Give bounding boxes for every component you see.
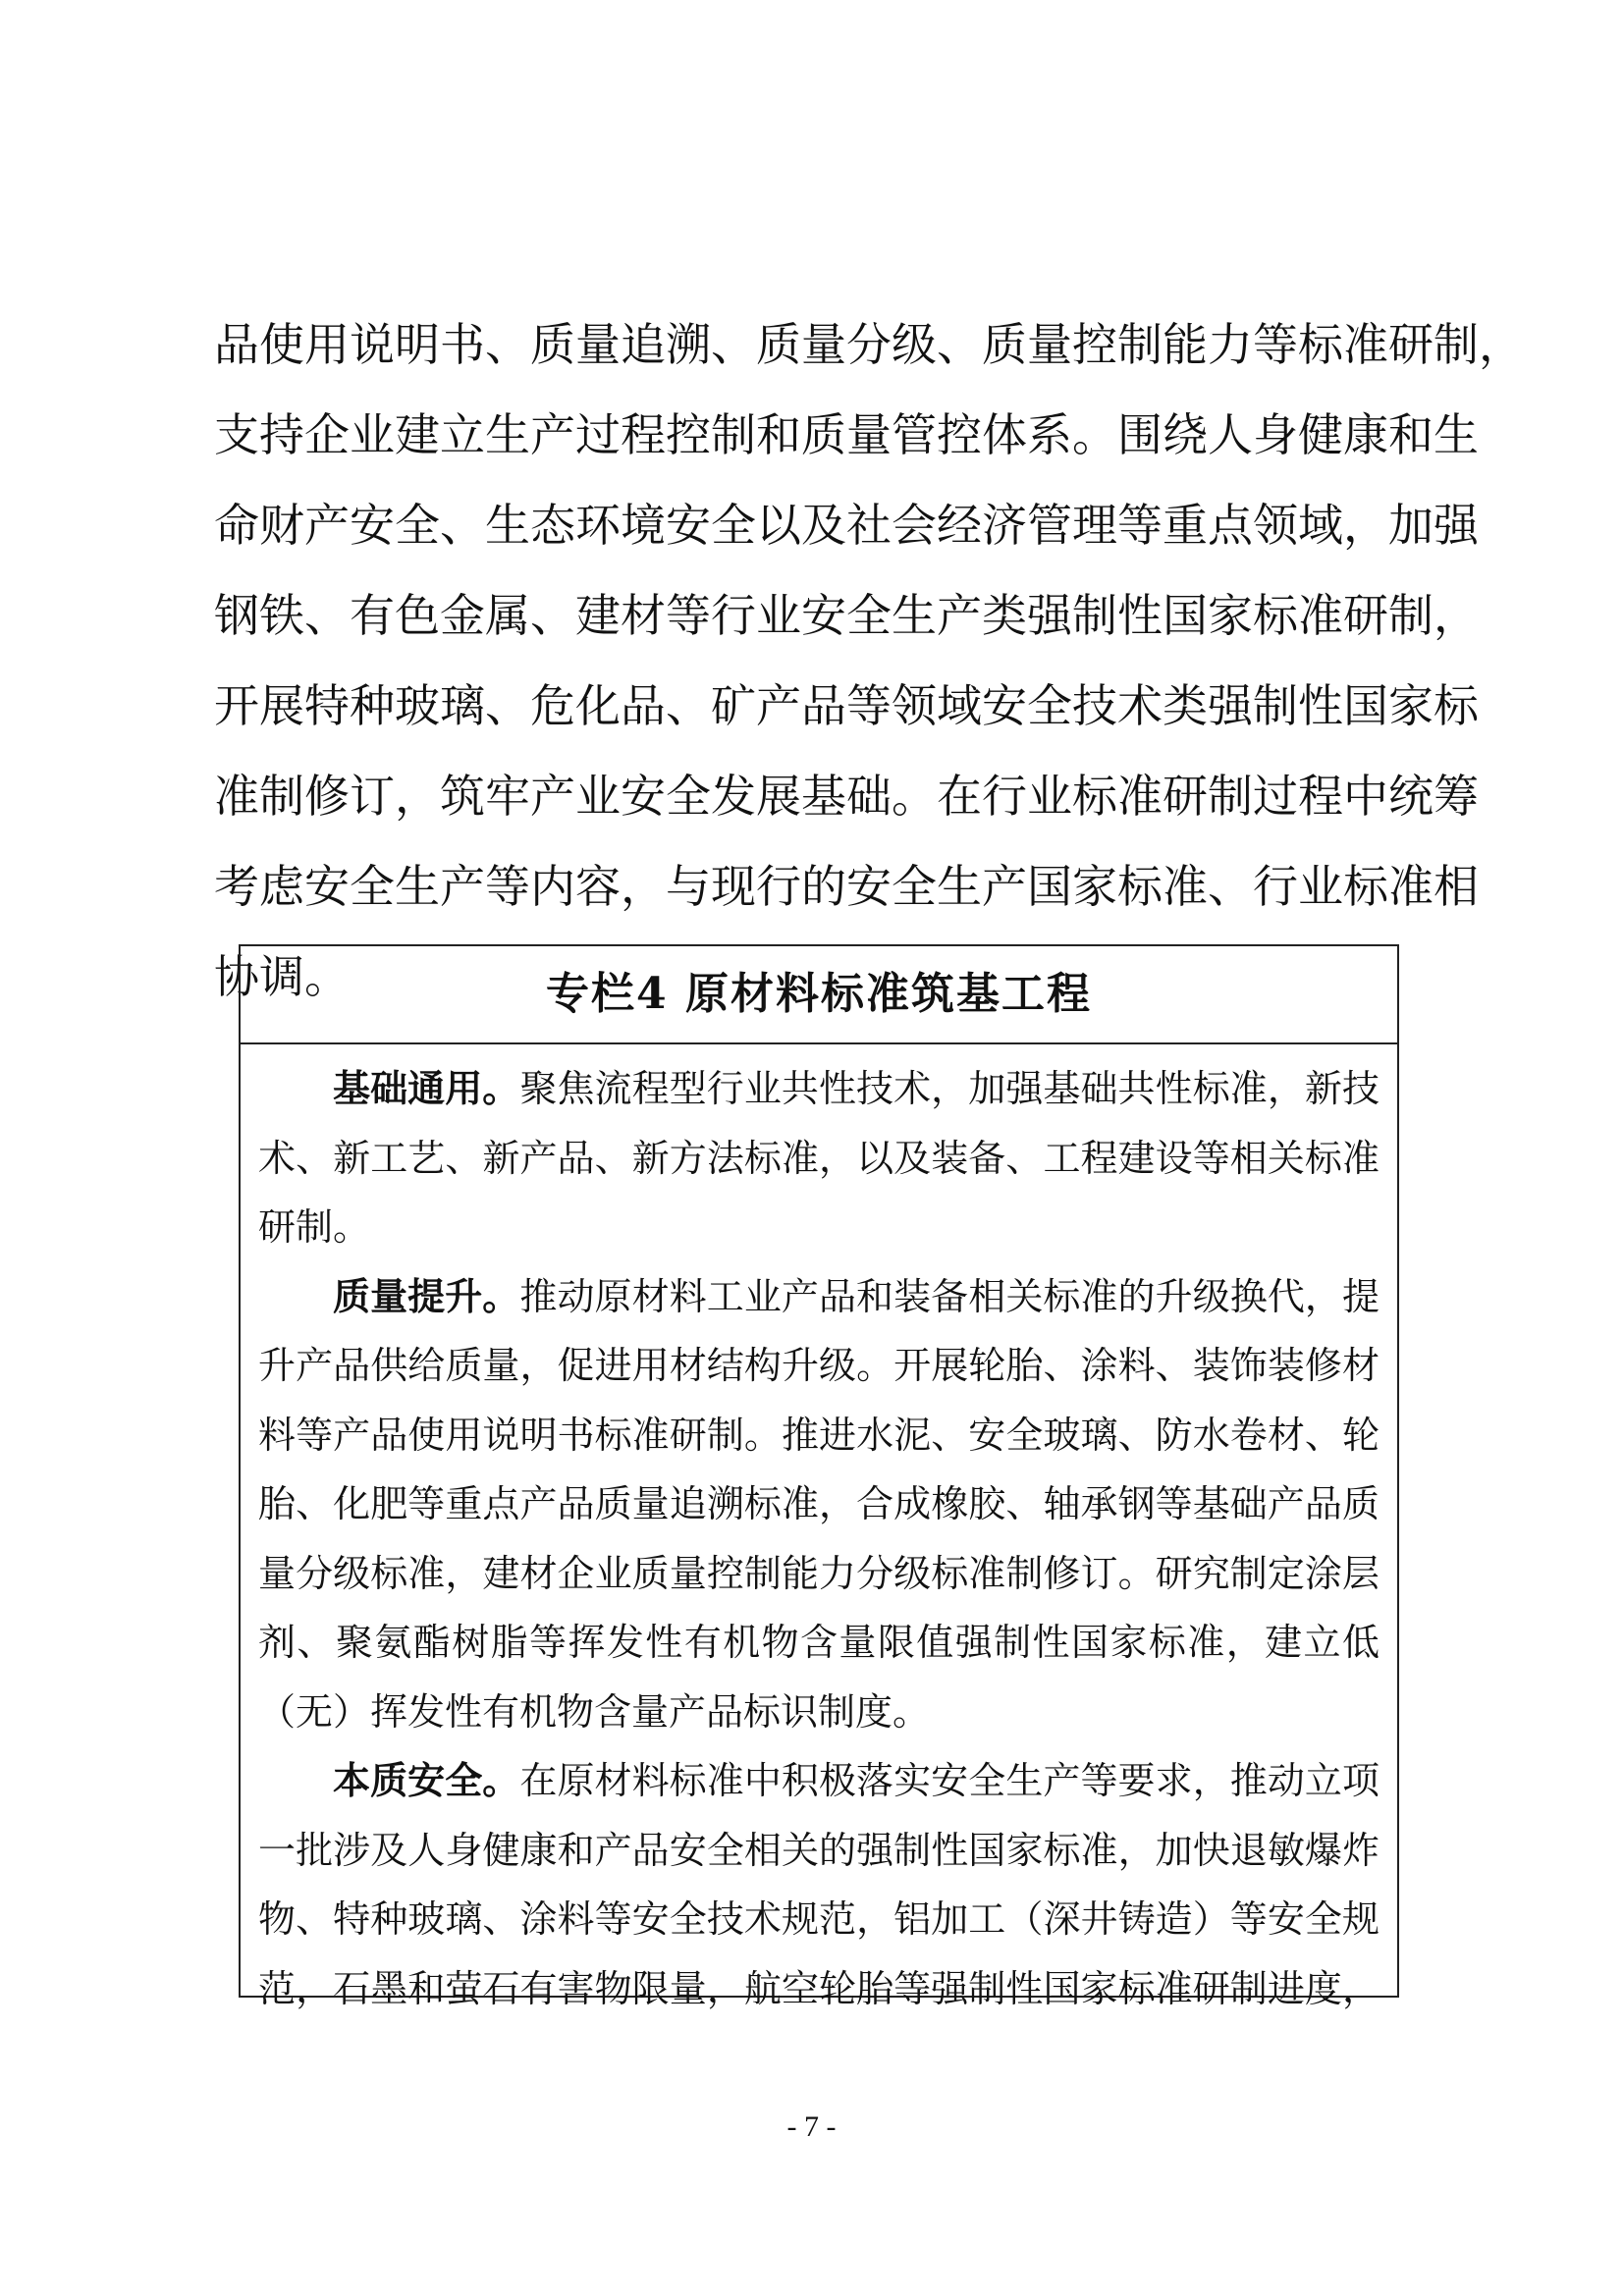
paragraph-line: 考虑安全生产等内容，与现行的安全生产国家标准、行业标准相 [214,860,1479,913]
section-quality-text: 推动原材料工业产品和装备相关标准的升级换代，提 [519,1274,1380,1318]
section-quality-line: （无）挥发性有机物含量产品标识制度。 [258,1689,931,1734]
section-basic-line [258,1054,1380,1124]
section-quality-line: 料等产品使用说明书标准研制。推进水泥、安全玻璃、防水卷材、轮 [258,1413,1380,1457]
paragraph-line: 协调。 [214,950,350,1003]
section-basic-line: 研制。 [258,1205,371,1249]
section-quality-line: 胎、化肥等重点产品质量追溯标准，合成橡胶、轴承钢等基础产品质 [258,1482,1380,1525]
paragraph-line: 钢铁、有色金属、建材等行业安全生产类强制性国家标准研制， [214,589,1479,642]
paragraph-line: 命财产安全、生态环境安全以及社会经济管理等重点领域，加强 [214,499,1479,552]
paragraph-line: 品使用说明书、质量追溯、质量分级、质量控制能力等标准研制， [214,318,1524,371]
paragraph-line: 准制修订，筑牢产业安全发展基础。在行业标准研制过程中统筹 [214,770,1479,823]
section-basic-line: 术、新工艺、新产品、新方法标准，以及装备、工程建设等相关标准 [258,1136,1380,1180]
section-safety-line: 物、特种玻璃、涂料等安全技术规范，铝加工（深井铸造）等安全规 [258,1897,1380,1941]
section-safety-text: 在原材料标准中积极落实安全生产等要求，推动立项 [519,1759,1380,1802]
section-safety-line: 一批涉及人身健康和产品安全相关的强制性国家标准，加快退敏爆炸 [258,1828,1380,1872]
section-quality-line: 剂、聚氨酯树脂等挥发性有机物含量限值强制性国家标准，建立低 [258,1621,1380,1664]
section-quality-line: 升产品供给质量，促进用材结构升级。开展轮胎、涂料、装饰装修材 [258,1344,1380,1387]
column-box-body [241,1044,1397,2023]
page-number: - 7 - [786,2110,837,2143]
section-safety-line [258,1746,1380,1816]
column-box [239,944,1399,2010]
section-safety-lead: 本质安全。 [333,1758,520,1802]
body-paragraph [214,299,1524,1022]
section-safety-line: 范，石墨和萤石有害物限量，航空轮胎等强制性国家标准研制进度， [258,1966,1380,2010]
section-quality-line: 量分级标准，建材企业质量控制能力分级标准制修订。研究制定涂层 [258,1551,1380,1595]
column-box-title: 专栏4 原材料标准筑基工程 [241,946,1397,1044]
paragraph-line: 支持企业建立生产过程控制和质量管控体系。围绕人身健康和生 [214,408,1479,461]
section-quality-line [258,1262,1380,1332]
paragraph-line: 开展特种玻璃、危化品、矿产品等领域安全技术类强制性国家标 [214,679,1479,732]
section-quality-lead: 质量提升。 [333,1273,520,1318]
section-basic-text: 聚焦流程型行业共性技术，加强基础共性标准，新技 [519,1067,1380,1110]
section-basic-lead: 基础通用。 [333,1066,520,1110]
